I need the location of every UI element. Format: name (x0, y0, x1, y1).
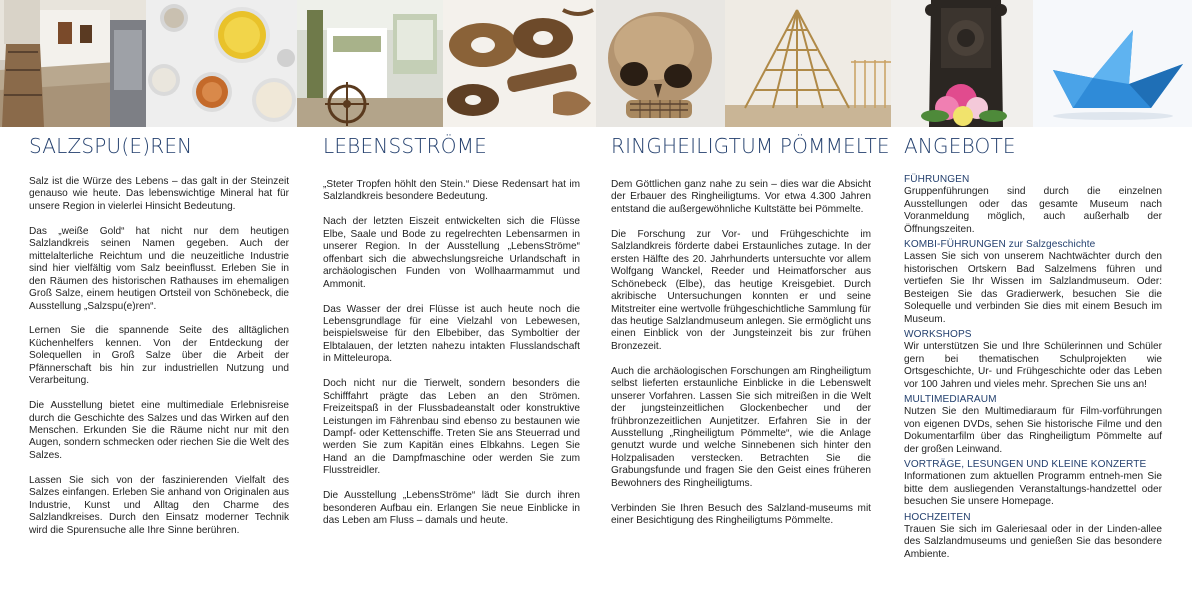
wooden-structure-model-photo (725, 0, 891, 127)
offer-heading: KOMBI-FÜHRUNGEN zur Salzgeschichte (904, 239, 1096, 250)
paragraph: Nach der letzten Eiszeit entwickelten sich die Flüsse Elbe, Saale und Bode zu regelrechten Lebensarmen in unserer Region. In der Ausstellung „LebensStröme“ offenbart sich die abwechslungsreiche Urlandschaft in archäologischen Funden von Wollhaarmammut und Ammonit. (323, 216, 580, 290)
offer-vortraege (904, 458, 1162, 509)
paragraph: Verbinden Sie Ihren Besuch des Salzland-museums mit einer Besichtigung des Ringheiligtums Pömmelte. (611, 502, 871, 527)
ringheiligtum-title: RINGHEILIGTUM PÖMMELTE (611, 134, 890, 158)
paragraph: Lassen Sie sich von der faszinierenden Vielfalt des Salzes einfangen. Erleben Sie anhand von Originalen aus Industrie, Kunst und Alltag den Charme des Salzlandkreises. Durch den Einsatz moderner Technik wird die Spurensuche alle Ihre Sinne berühren. (29, 474, 289, 536)
paragraph: Salz ist die Würze des Lebens – das galt in der Steinzeit genauso wie heute. Das lebenswichtige Mineral hat für unsere Region in vielerlei Hinsicht Bedeutung. (29, 176, 289, 212)
offer-kombi-fuehrungen (904, 238, 1162, 326)
angebote-title: ANGEBOTE (904, 134, 1016, 158)
offer-heading: WORKSHOPS (904, 329, 972, 340)
angebote-list (904, 173, 1162, 561)
skull-photo (596, 0, 725, 127)
offer-heading: HOCHZEITEN (904, 511, 971, 523)
lebensstroeme-column (323, 133, 580, 540)
salt-jars-photo (146, 0, 297, 127)
offer-text: Gruppenführungen sind durch die einzelnen Ausstellungen oder das gesamte Museum nach Voranmeldung möglich, auch außerhalb der Öffnungszeiten. (904, 186, 1162, 235)
offer-workshops (904, 328, 1162, 391)
angebote-column (904, 133, 1162, 563)
paragraph: Auch die archäologischen Forschungen am Ringheiligtum selbst lieferten erstaunliche Einblicke in die Lebenswelt unserer Vorfahren. Lassen Sie sich mitreißen in die Welt der jungsteinzeitlichen Glockenbecher und der frühbronzezeitlichen Aunjetitzer. Erfahren Sie in der Ausstellung „Ringheiligtum Pömmelte“, wie die Anlage genutzt wurde und welche Sinnebenen sich hinter den Holzpalisaden verstecken. Betrachten Sie die Grabungsfunde und fragen Sie den Geist eines früheren Bewohners des Ringheiligtums. (611, 365, 871, 489)
ringheiligtum-text (611, 179, 871, 528)
museum-interior-photo (0, 0, 146, 127)
ringheiligtum-column (611, 133, 890, 540)
lebensstroeme-text (323, 179, 580, 528)
paragraph: Die Ausstellung bietet eine multimediale Erlebnisreise durch die Geschichte des Salzes und das Wirken auf den Menschen. Erkunden Sie die Räume nicht nur mit den Augen, sondern schmecken oder riechen Sie die Welt des Salzes. (29, 400, 289, 461)
offer-text: Nutzen Sie den Multimediaraum für Film-vorführungen von eigenen DVDs, sehen Sie historische Filme und den Dokumentarfilm über das Ringheiligtum Pömmelte auf der großen Leinwand. (904, 406, 1162, 455)
carved-chair-photo (891, 0, 1033, 127)
paragraph: „Steter Tropfen höhlt den Stein.“ Diese Redensart hat im Salzlandkreis besondere Bedeutung. (323, 179, 580, 203)
paragraph: Lernen Sie die spannende Seite des alltäglichen Küchenhelfers kennen. Von der Entdeckung der Solequellen in Groß Salze über die Arbeit der Pfännerschaft bis hin zur industriellen Nutzung und Verarbeitung. (29, 325, 289, 387)
paragraph: Das Wasser der drei Flüsse ist auch heute noch die Lebensgrundlage für eine Vielzahl von Lebewesen, beispielsweise für den Elbebiber, das Symboltier der Elbtalauen, der letzten nahezu intakten Flusslandschaft in Mitteleuropa. (323, 303, 580, 365)
wooden-tools-photo (443, 0, 596, 127)
salzspuren-title: SALZSPU(E)REN (29, 134, 193, 158)
offer-text: Informationen zum aktuellen Programm entneh-men Sie bitte dem ausliegenden Veranstaltungs-handzettel oder besuchen Sie unsere Homepage. (904, 471, 1162, 507)
offer-multimediaraum (904, 393, 1162, 456)
offer-fuehrungen (904, 173, 1162, 236)
offer-hochzeiten (904, 511, 1162, 562)
offer-heading: MULTIMEDIARAUM (904, 394, 997, 405)
paragraph: Das „weiße Gold“ hat nicht nur dem heutigen Salzlandkreis seinen Namen gegeben. Auch der mittelalterliche Reichtum und die neuzeitliche Industrie sind hier vielfältig vom Salz beeinflusst. Erleben Sie in den Räumen des historischen Rathauses im ehemaligen Groß Salze, einem heutigen Ortsteil von Schönebeck, die Ausstellung „Salzspu(e)ren“. (29, 225, 289, 312)
exhibition-room-photo (297, 0, 443, 127)
offer-heading: FÜHRUNGEN (904, 174, 970, 185)
offer-text: Wir unterstützen Sie und Ihre Schülerinnen und Schüler gern bei thematischen Schulprojekten wie Ortsgeschichte, Ur- und Frühgeschichte oder das Leben vor 100 Jahren und vieles mehr. Sprechen Sie uns an! (904, 341, 1162, 390)
paragraph: Die Forschung zur Vor- und Frühgeschichte im Salzlandkreis förderte dabei Erstaunliches zutage. In der ersten Hälfte des 20. Jahrhunderts untersuchte vor allem Wolfgang Wanckel, Reeder und Heimatforscher aus Schönebeck (Elbe), das heutige Kreisgebiet. Durch akribische Untersuchungen konnten er und seine Mitstreiter eine wertvolle frühgeschichtliche Sammlung für das heutige Salzlandmuseum anlegen. Sie ermöglicht uns einen Einblick von der Jungsteinzeit bis zur frühen Bronzezeit. (611, 228, 871, 352)
paragraph: Die Ausstellung „LebensStröme“ lädt Sie durch ihren besonderen Aufbau ein. Erlangen Sie neue Einblicke in das Leben am Fluss – damals und heute. (323, 490, 580, 527)
lebensstroeme-title: LEBENSSTRÖME (323, 134, 488, 158)
paper-boat-photo (1033, 0, 1192, 127)
offer-text: Trauen Sie sich im Galeriesaal oder in der Linden-allee des Salzlandmuseums und genießen Sie das besondere Ambiente. (904, 523, 1162, 560)
paragraph: Doch nicht nur die Tierwelt, sondern besonders die Schifffahrt prägte das Leben an den Strömen. Freizeitspaß in der Flussbadeanstalt oder konstruktive Leistungen im Fährenbau sind ebenso zu bestaunen wie Dampf- oder Kettenschiffe. Treten Sie ans Steuerrad und werden Sie zum Kapitän eines Elbkahns. Legen Sie Hand an die Dampfmaschine oder werden Sie zum Flusstreidler. (323, 378, 580, 477)
offer-heading: VORTRÄGE, LESUNGEN UND KLEINE KONZERTE (904, 459, 1147, 470)
salzspuren-column (29, 133, 289, 550)
paragraph: Dem Göttlichen ganz nahe zu sein – dies war die Absicht der Erbauer des Ringheiligtums. Vor etwa 4.300 Jahren entstand die außergewöhnliche Kultstätte bei Pömmelte. (611, 179, 871, 215)
offer-text: Lassen Sie sich von unserem Nachtwächter durch den historischen Ortskern Bad Salzelmens führen und vertiefen Sie Ihr Wissen im Salzlandmuseum. Oder: Besteigen Sie das Gradierwerk, besuchen Sie die Solequelle und verbinden Sie dies mit einem Besuch im Museum. (904, 251, 1162, 325)
salzspuren-text (29, 176, 289, 537)
photo-strip (0, 0, 1192, 127)
